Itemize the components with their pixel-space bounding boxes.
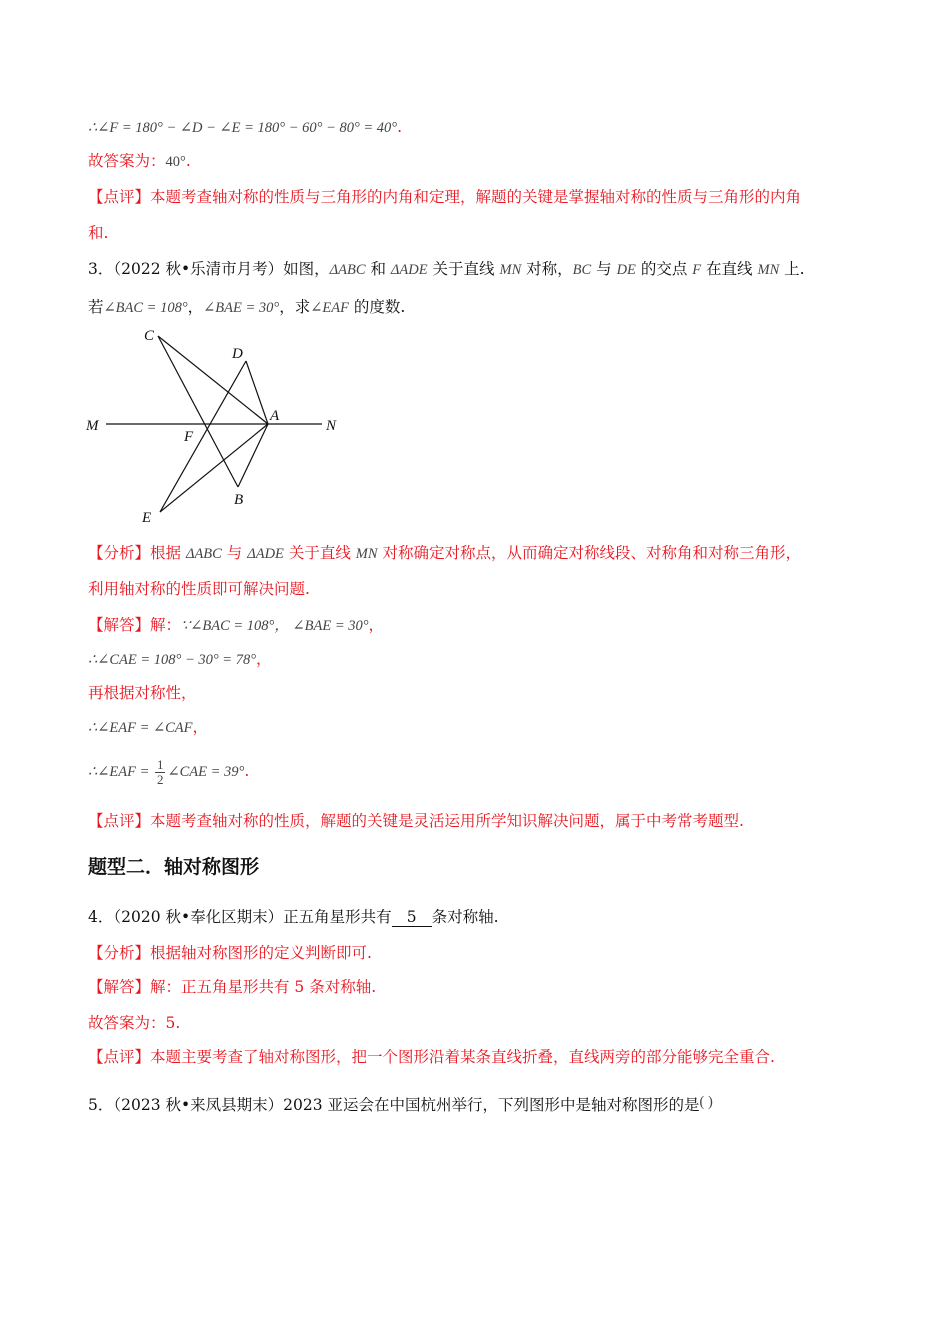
question-4-line: [88, 906, 499, 928]
text: ，: [187, 298, 204, 316]
solution-line-5: [88, 756, 249, 787]
label-f: F: [184, 429, 194, 445]
solution-line-3: 再根据对称性，: [88, 684, 197, 702]
math-bac: ∠BAC = 108°: [103, 300, 188, 316]
segment-ab: [238, 424, 268, 487]
section-title: 题型二．轴对称图形: [88, 856, 260, 878]
question-3-line-2: [88, 296, 405, 319]
review-line-2: 【点评】本题考查轴对称的性质，解题的关键是灵活运用所学知识解决问题，属于中考常考题型.: [88, 812, 744, 830]
math-tri-ade: ΔADE: [247, 546, 284, 562]
punct: .: [397, 118, 403, 136]
question-number: 3．: [88, 260, 114, 278]
answer-line-1: [88, 150, 191, 173]
math-eaf-half-pre: ∴∠EAF =: [88, 764, 153, 780]
segment-ca: [158, 336, 268, 424]
text: ，求: [279, 298, 311, 316]
question-4-answer: 故答案为：5.: [88, 1014, 181, 1032]
question-4-review: 【点评】本题主要考查了轴对称图形，把一个图形沿着某条直线折叠，直线两旁的部分能够完全重合.: [88, 1048, 775, 1066]
question-source: （2022 秋•乐清市月考）如图，: [113, 260, 330, 278]
label-b: B: [234, 492, 244, 508]
label-m: M: [86, 418, 99, 434]
math-de: DE: [616, 262, 636, 278]
text: 对称，: [521, 260, 573, 278]
fraction-denominator: 2: [156, 771, 164, 787]
text: 在直线: [701, 260, 758, 278]
text: 关于直线: [283, 544, 356, 562]
math-eaf: ∠EAF: [310, 300, 349, 316]
math-bae: ∠BAE = 30°: [203, 300, 280, 316]
math-eaf-half-post: ∠CAE = 39°: [167, 764, 245, 780]
solution-line-angle-f: [88, 116, 402, 139]
label-c: C: [144, 328, 155, 344]
math-mn: MN: [499, 262, 522, 278]
punct: .: [244, 762, 250, 780]
text: 4．（2020 秋•奉化区期末）正五角星形共有: [88, 908, 392, 926]
math-angle-f: ∴∠F = 180° − ∠D − ∠E = 180° − 60° − 80° = 40°: [88, 120, 398, 136]
question-3-line-1: [88, 258, 805, 281]
math-f: F: [692, 262, 702, 278]
solution-line-1: [88, 614, 384, 637]
answer-label: 故答案为：: [88, 152, 166, 170]
punct: .: [185, 152, 191, 170]
segment-cb: [158, 336, 238, 487]
text: 与: [591, 260, 617, 278]
solution-label: 【解答】解：: [88, 616, 182, 634]
text: 的度数.: [348, 298, 406, 316]
math-mn: MN: [355, 546, 378, 562]
analysis-line-2: 利用轴对称的性质即可解决问题.: [88, 580, 310, 598]
text: 5．（2023 秋•来凤县期末）2023 亚运会在中国杭州举行，下列图形中是轴对称图形的是: [88, 1096, 700, 1114]
solution-line-4: [88, 716, 208, 739]
punct: ，: [368, 616, 385, 634]
punct: ，: [256, 650, 272, 668]
math-bc: BC: [572, 262, 592, 278]
text: 与: [221, 544, 248, 562]
math-tri-ade: ΔADE: [390, 262, 428, 278]
text: 对称确定对称点，从而确定对称线段、对称角和对称三角形，: [377, 544, 801, 562]
segment-ea: [160, 424, 268, 512]
text: 【分析】根据: [88, 544, 186, 562]
punct: ，: [192, 718, 209, 736]
text: 上.: [779, 260, 805, 278]
review-line-1a: 【点评】本题考查轴对称的性质与三角形的内角和定理，解题的关键是掌握轴对称的性质与三角形的内角: [88, 188, 802, 206]
label-n: N: [326, 418, 337, 434]
answer-blank: 5: [392, 908, 432, 927]
label-d: D: [232, 346, 243, 362]
fraction-half: [155, 758, 166, 787]
text: 条对称轴.: [431, 908, 499, 926]
analysis-line-1: [88, 542, 801, 565]
math-mn: MN: [757, 262, 780, 278]
solution-line-2: [88, 648, 272, 671]
geometry-figure: [80, 322, 360, 532]
text: 的交点: [635, 260, 693, 278]
math-cae: ∴∠CAE = 108° − 30° = 78°: [88, 652, 257, 668]
question-4-solution: 【解答】解：正五角星形共有 5 条对称轴.: [88, 978, 377, 996]
label-a: A: [270, 408, 280, 424]
math-eaf-caf: ∴∠EAF = ∠CAF: [88, 720, 193, 736]
question-5-line: [88, 1094, 713, 1117]
answer-parentheses: ( ): [699, 1094, 713, 1110]
answer-value: 40°: [165, 154, 186, 170]
segment-ed: [160, 361, 246, 512]
text: 若: [88, 298, 104, 316]
fraction-numerator: 1: [156, 756, 164, 772]
question-4-analysis: 【分析】根据轴对称图形的定义判断即可.: [88, 944, 372, 962]
math-tri-abc: ΔABC: [329, 262, 366, 278]
text: 和: [365, 260, 391, 278]
review-line-1b: 和.: [88, 224, 109, 242]
math-tri-abc: ΔABC: [185, 546, 222, 562]
text: 关于直线: [427, 260, 500, 278]
math-given: ∵∠BAC = 108°， ∠BAE = 30°: [181, 618, 369, 634]
label-e: E: [142, 510, 152, 526]
